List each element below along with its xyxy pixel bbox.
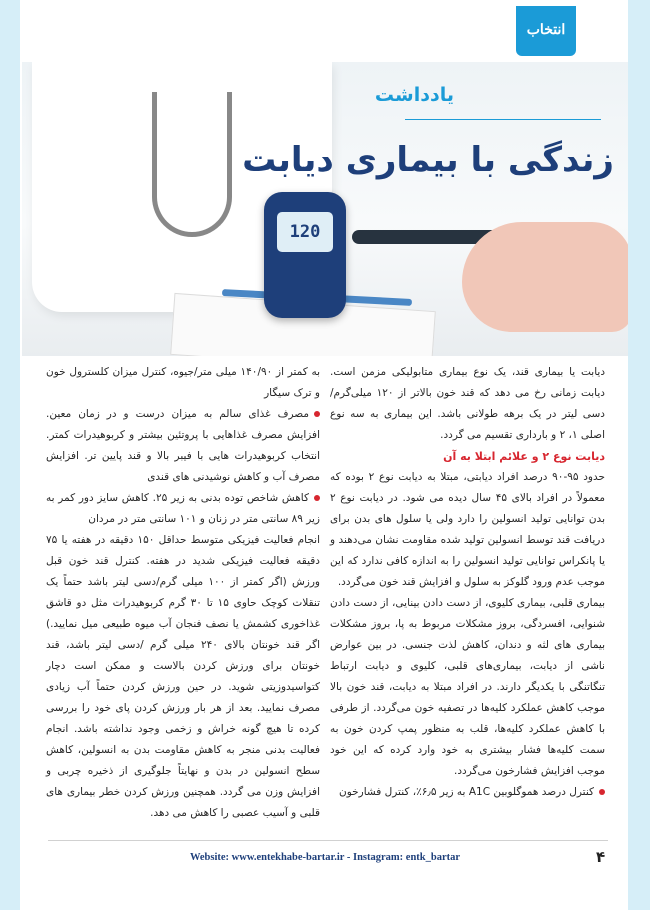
right-border-strip [628,0,650,910]
bullet-icon [314,411,320,417]
hero-photo [22,62,628,356]
bullet-text: کنترل درصد هموگلوبین A1C به زیر ۶٫۵٪، کنترل فشارخون [339,786,594,798]
complications-paragraph: بیماری قلبی، بیماری کلیوی، از دست دادن بینایی، از دست دادن شنوایی، افسردگی، بروز مشکلات مربوط به پا، بروز مشکلات بیماری های لثه و دندان، کاهش لذت جنسی. در بین عوارض ناشی از دیابت، بیماری‌های قلبی، کلیوی و دیابت ارتباط تنگاتنگی با یکدیگر دارند. در افراد مبتلا به دیابت، قند خون بالا موجب کاهش عملکرد کلیه‌ها در تصفیه خون می‌گردد. از طرفی با کاهش عملکرد کلیه‌ها، قلب به منظور پمپ کردن خون به سمت کلیه‌ها فشار بیشتری به خود وارد کرده که این خود موجب افزایش فشارخون می‌گردد. [330,597,605,777]
list-item [46,404,320,488]
list-item [330,782,605,803]
bullet-icon [314,495,320,501]
list-item [46,488,320,530]
patient-hands [462,222,628,332]
footer-divider [48,840,608,841]
intro-paragraph: دیابت یا بیماری قند، یک نوع بیماری متابولیکی مزمن است. دیابت زمانی رخ می دهد که قند خون بالاتر از ۱۲۰ میلی‌گرم/دسی لیتر در یک برهه طولانی باشد. این بیماری به سه نوع اصلی ۱، ۲ و بارداری تقسیم می گردد. [330,366,605,441]
footer-website: Website: www.entekhabe-bartar.ir - Instagram: entk_bartar [189,852,461,863]
stethoscope-icon [152,92,232,237]
section-divider [405,119,601,120]
section-label: یادداشت [374,84,454,106]
exercise-paragraph: انجام فعالیت فیزیکی متوسط حداقل ۱۵۰ دقیقه در هفته یا ۷۵ دقیقه فعالیت فیزیکی شدید در هفته. کنترل قند خون قبل ورزش (اگر کمتر از ۱۰۰ میلی گرم/دسی لیتر باشد حتماً یک تنقلات کوچک حاوی ۱۵ تا ۳۰ گرم کربوهیدرات مثل دو قاشق غذاخوری کشمش یا نصف فنجان آب میوه طبیعی میل نمایید.) اگر قند خونتان بالای ۲۴۰ میلی گرم /دسی لیتر باشد، قند خونتان برای ورزش کردن بالاست و ممکن است دچار کتواسیدوزیتی شوید. در حین ورزش کردن حتماً آب زیادی مصرف نمایید. بعد از هر بار ورزش کردن پای خود را بررسی کرده تا هیچ گونه خراش و زخمی وجود نداشته باشد. انجام فعالیت بدنی منجر به کاهش مقاومت بدن به انسولین، کاهش سطح انسولین در بدن و نهایتاً جلوگیری از ذخیره چربی و افزایش وزن می گردد. همچنین ورزش کردن خطر بیماری های قلبی و آسیب عصبی را کاهش می دهد. [46,534,321,819]
glucose-meter-reading: 120 [277,212,333,252]
magazine-logo: انتخاب [516,6,576,56]
article-column-right [330,362,605,803]
glucose-meter-icon [264,192,346,318]
type2-paragraph: حدود ۹۵-۹۰ درصد افراد دیابتی، مبتلا به دیابت نوع ۲ بوده که معمولاً در افراد بالای ۴۵ سال دیده می شود. در دیابت نوع ۲ بدن توانایی تولید انسولین را دارد ولی یا سلول های بدن برای دریافت قند توسط انسولین تولید شده مقاومت نشان می‌دهند و یا پانکراس توانایی تولید انسولین را به اندازه کافی ندارد که این موجب عدم ورود گلوکز به سلول و افزایش قند خون می‌گردد. [330,471,606,588]
bullet-icon [599,789,605,795]
continued-paragraph: به کمتر از ۱۴۰/۹۰ میلی متر/جیوه، کنترل میزان کلسترول خون و ترک سیگار [46,366,321,399]
page-title: زندگی با بیماری دیابت [242,140,614,180]
article-column-left [46,362,320,824]
section-subheading: دیابت نوع ۲ و علائم ابتلا به آن [443,450,605,463]
left-border-strip [0,0,20,910]
bullet-text: کاهش شاخص توده بدنی به زیر ۲۵. کاهش سایز دور کمر به زیر ۸۹ سانتی متر در زنان و ۱۰۱ سانتی متر در مردان [46,492,320,525]
page-number: ۴ [596,848,606,866]
bullet-text: مصرف غذای سالم به میزان درست و در زمان معین. افزایش مصرف غذاهایی با پروتئین بیشتر و کربوهیدرات کمتر. انتخاب کربوهیدرات هایی با فیبر بالا و قند پایین تر. افزایش مصرف آب و کاهش نوشیدنی های قندی [46,408,320,483]
